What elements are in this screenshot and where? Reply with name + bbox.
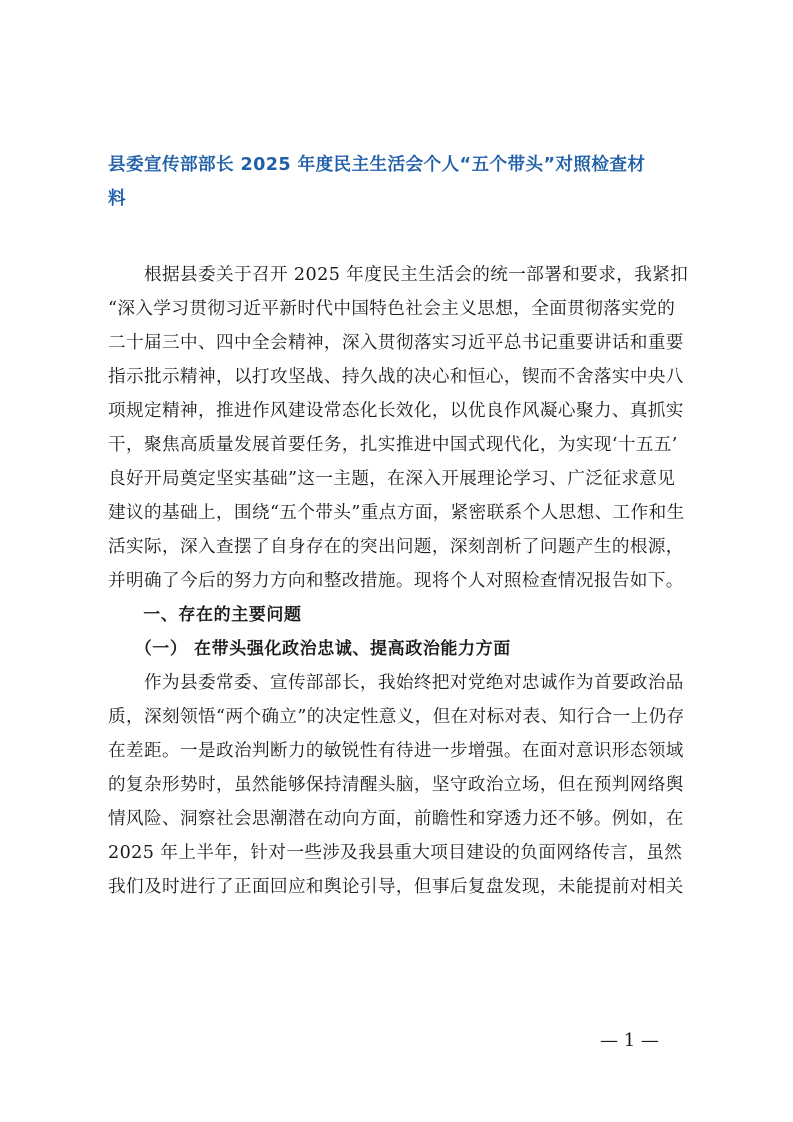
document-title <box>108 148 698 216</box>
intro-paragraph-line: 项规定精神，推进作风建设常态化长效化，以优良作风凝心聚力、真抓实 <box>108 401 684 421</box>
page-number: — 1 — <box>600 1030 659 1051</box>
title-line: 料 <box>108 189 126 209</box>
intro-paragraph-line: 二十届三中、四中全会精神，深入贯彻落实习近平总书记重要讲话和重要 <box>108 333 684 353</box>
intro-paragraph-line: 并明确了今后的努力方向和整改措施。现将个人对照检查情况报告如下。 <box>108 571 684 591</box>
intro-paragraph-line: 建议的基础上，围绕“五个带头”重点方面，紧密联系个人思想、工作和生 <box>108 503 685 523</box>
subsection-heading: （一） 在带头强化政治忠诚、提高政治能力方面 <box>108 639 511 659</box>
body-paragraph-line: 在差距。一是政治判断力的敏锐性有待进一步增强。在面对意识形态领域 <box>108 741 684 761</box>
intro-paragraph-line: 根据县委关于召开 2025 年度民主生活会的统一部署和要求，我紧扣 <box>108 265 689 285</box>
section-heading: 一、存在的主要问题 <box>108 605 302 625</box>
body-paragraph-line: 情风险、洞察社会思潮潜在动向方面，前瞻性和穿透力还不够。例如，在 <box>108 809 684 829</box>
intro-paragraph-line: “深入学习贯彻习近平新时代中国特色社会主义思想，全面贯彻落实党的 <box>108 299 676 319</box>
intro-paragraph-line: 良好开局奠定坚实基础”这一主题，在深入开展理论学习、广泛征求意见 <box>108 469 676 489</box>
title-line: 县委宣传部部长 2025 年度民主生活会个人“五个带头”对照检查材 <box>108 155 646 175</box>
document-body <box>108 258 698 904</box>
body-paragraph-line: 作为县委常委、宣传部部长，我始终把对党绝对忠诚作为首要政治品 <box>108 673 684 693</box>
intro-paragraph-line: 干，聚焦高质量发展首要任务，扎实推进中国式现代化，为实现‘十五五’ <box>108 435 678 455</box>
body-paragraph-line: 2025 年上半年，针对一些涉及我县重大项目建设的负面网络传言，虽然 <box>108 843 683 863</box>
body-paragraph-line: 质，深刻领悟“两个确立”的决定性意义，但在对标对表、知行合一上仍存 <box>108 707 685 727</box>
body-paragraph-line: 我们及时进行了正面回应和舆论引导，但事后复盘发现，未能提前对相关 <box>108 877 684 897</box>
body-paragraph-line: 的复杂形势时，虽然能够保持清醒头脑，坚守政治立场，但在预判网络舆 <box>108 775 684 795</box>
intro-paragraph-line: 活实际，深入查摆了自身存在的突出问题，深刻剖析了问题产生的根源， <box>108 537 684 557</box>
intro-paragraph-line: 指示批示精神，以打攻坚战、持久战的决心和恒心，锲而不舍落实中央八 <box>108 367 684 387</box>
